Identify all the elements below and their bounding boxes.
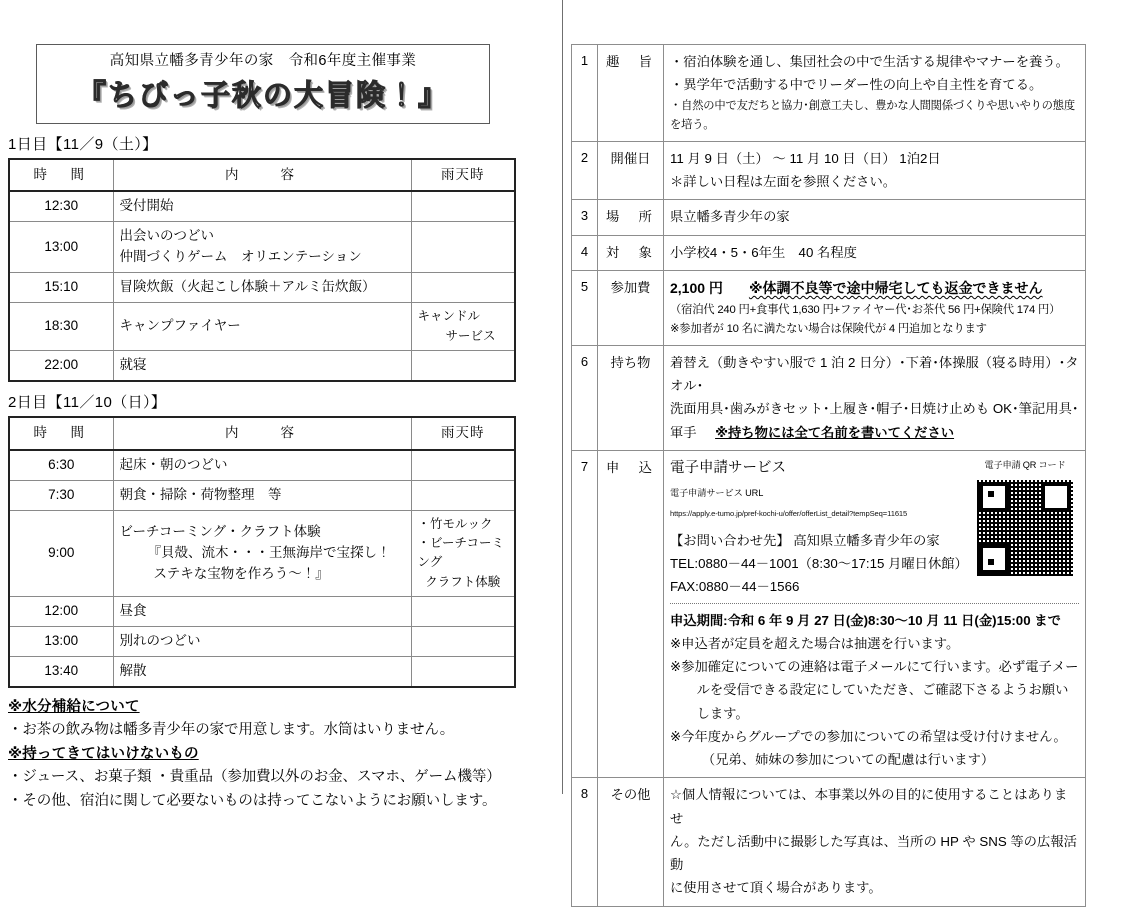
- application-url[interactable]: https://apply.e-tumo.jp/pref-kochi-u/offer/offerList_detail?tempSeq=11615: [670, 509, 908, 519]
- content-line: 朝食・掃除・荷物整理 等: [119, 486, 282, 502]
- application-note: ※今年度からグループでの参加についての希望は受け付けません。: [670, 728, 1067, 744]
- row-label: 持ち物: [598, 345, 664, 450]
- cell-content: [113, 273, 411, 303]
- row-label: 申 込: [598, 450, 664, 777]
- cell-content: [113, 450, 411, 480]
- service-title: 電子申請サービス: [670, 459, 786, 476]
- rain-line: サービス: [445, 328, 496, 343]
- day2-label: 2日目【11／10（日）】: [8, 393, 167, 411]
- cell-time: 13:00: [9, 627, 113, 657]
- qr-finder-core: [988, 559, 994, 565]
- fee-warning: ※体調不良等で途中帰宅しても返金できません: [748, 280, 1043, 296]
- row-value: [664, 271, 1086, 346]
- cell-content: [113, 656, 411, 686]
- row-number: 6: [572, 345, 598, 450]
- row-label: 場 所: [598, 200, 664, 235]
- content-line: 昼食: [119, 603, 147, 619]
- table-row: [9, 350, 515, 380]
- cell-rain: [411, 222, 515, 273]
- cell-content: [113, 597, 411, 627]
- row-label: 開催日: [598, 141, 664, 200]
- row-value: [664, 450, 1086, 777]
- qr-finder-bottom-left: [979, 544, 1009, 574]
- content-line: 仲間づくりゲーム オリエンテーション: [119, 249, 362, 265]
- application-note: ※申込者が定員を超えた場合は抽選を行います。: [670, 635, 960, 651]
- cell-content: [113, 480, 411, 510]
- notes-section: [8, 696, 528, 813]
- cell-content: [113, 222, 411, 273]
- row-label: その他: [598, 778, 664, 906]
- qr-finder-core: [988, 491, 994, 497]
- application-text-block: [670, 456, 971, 599]
- items-line: 洗面用具･歯みがきセット･上履き･帽子･日焼け止めも OK･筆記用具･: [670, 401, 1079, 417]
- day1-label: 1日目【11／9（土）】: [8, 135, 158, 153]
- table-row: [9, 480, 515, 510]
- cell-rain: [411, 191, 515, 221]
- other-line: ん。ただし活動中に撮影した写真は、当所の HP や SNS 等の広報活動: [670, 833, 1077, 873]
- cell-rain: [411, 627, 515, 657]
- row-number: 5: [572, 271, 598, 346]
- purpose-line: ・宿泊体験を通し、集団社会の中で生活する規律やマナーを養う。: [670, 54, 1069, 69]
- table-row: [9, 222, 515, 273]
- hydration-line: ・お茶の飲み物は幡多青少年の家で用意します。水筒はいりません。: [8, 722, 455, 739]
- content-line: ステキな宝物を作ろう～！』: [153, 565, 329, 581]
- items-line: 着替え（動きやすい服で 1 泊 2 日分）･下着･体操服（寝る時用）･タオル･: [670, 354, 1079, 394]
- other-line: ☆個人情報については、本事業以外の目的に使用することはありませ: [670, 787, 1068, 826]
- organization-line: 高知県立幡多青少年の家 令和6年度主催事業: [109, 53, 417, 69]
- application-note: （兄弟、姉妹の参加についての配慮は行います）: [701, 752, 995, 768]
- qr-code-icon: [977, 480, 1073, 576]
- cell-time: 12:30: [9, 191, 113, 221]
- info-row-date: [572, 141, 1086, 200]
- table-row: [9, 450, 515, 480]
- row-value: [664, 345, 1086, 450]
- other-line: に使用させて頂く場合があります。: [670, 880, 882, 896]
- items-last-line: [670, 421, 1079, 444]
- fee-headline: [670, 276, 1079, 301]
- content-line: キャンプファイヤー: [119, 318, 241, 334]
- table-header-row: [9, 159, 515, 192]
- cell-time: 7:30: [9, 480, 113, 510]
- row-value: [664, 778, 1086, 906]
- rain-line: ・竹モルック: [417, 516, 493, 531]
- table-header-row: [9, 417, 515, 450]
- table-row: [9, 597, 515, 627]
- fee-breakdown: （宿泊代 240 円+食事代 1,630 円+ファイヤー代･お茶代 56 円+保険代 174 円）: [670, 303, 1061, 316]
- content-line: 別れのつどい: [119, 633, 201, 649]
- day2-schedule-table: [8, 416, 516, 688]
- header-rain: 雨天時: [411, 417, 515, 450]
- content-line: 就寝: [119, 356, 147, 372]
- qr-finder-core: [1056, 491, 1062, 497]
- header-content: 内 容: [113, 159, 411, 192]
- application-period: 申込期間:令和 6 年 9 月 27 日(金)8:30～10 月 11 日(金)15:00 まで: [670, 603, 1079, 632]
- cell-rain: [411, 510, 515, 597]
- purpose-line: ・自然の中で友だちと協力･創意工夫し、豊かな人間関係づくりや思いやりの態度を培う。: [670, 99, 1075, 131]
- cell-time: 13:00: [9, 222, 113, 273]
- contact-heading: 【お問い合わせ先】 高知県立幡多青少年の家: [670, 532, 940, 548]
- application-note: ※参加確定についての連絡は電子メールにて行います。必ず電子メー: [670, 659, 1079, 675]
- purpose-line: ・異学年で活動する中でリーダー性の向上や自主性を育てる。: [670, 77, 1043, 93]
- hydration-heading: ※水分補給について: [8, 698, 140, 715]
- qr-block: [971, 456, 1079, 599]
- content-line: 『貝殻、流木・・・王無海岸で宝探し！: [147, 544, 391, 560]
- forbidden-line-2: ・その他、宿泊に関して必要ないものは持ってこないようにお願いします。: [8, 792, 497, 809]
- row-number: 7: [572, 450, 598, 777]
- rain-line: ・ビーチコーミング: [417, 535, 505, 570]
- cell-time: 9:00: [9, 510, 113, 597]
- header-rain: 雨天時: [411, 159, 515, 192]
- content-line: ビーチコーミング・クラフト体験: [119, 523, 321, 539]
- cell-rain: [411, 350, 515, 380]
- table-row: [9, 273, 515, 303]
- fee-note: ※参加者が 10 名に満たない場合は保険代が 4 円追加となります: [670, 322, 987, 335]
- rain-line: クラフト体験: [425, 574, 501, 589]
- right-column: [562, 0, 1123, 896]
- row-number: 8: [572, 778, 598, 906]
- info-row-items: [572, 345, 1086, 450]
- table-row: [9, 191, 515, 221]
- left-column: [0, 0, 562, 809]
- cell-content: [113, 303, 411, 351]
- table-row: [9, 303, 515, 351]
- cell-time: 22:00: [9, 350, 113, 380]
- cell-time: 6:30: [9, 450, 113, 480]
- table-row: [9, 627, 515, 657]
- items-gloves: 軍手: [670, 424, 697, 440]
- cell-content: [113, 627, 411, 657]
- header-time: 時 間: [9, 417, 113, 450]
- cell-content: [113, 191, 411, 221]
- cell-rain: [411, 656, 515, 686]
- cell-content: [113, 510, 411, 597]
- cell-rain: [411, 450, 515, 480]
- content-line: 受付開始: [119, 198, 174, 214]
- table-row: [9, 510, 515, 597]
- row-number: 2: [572, 141, 598, 200]
- cell-rain: [411, 597, 515, 627]
- row-label: 対 象: [598, 235, 664, 270]
- day1-schedule-table: [8, 158, 516, 382]
- header-content: 内 容: [113, 417, 411, 450]
- info-row-venue: [572, 200, 1086, 235]
- cell-rain: [411, 303, 515, 351]
- info-row-application: [572, 450, 1086, 777]
- row-label: 趣 旨: [598, 45, 664, 142]
- date-note: ＊詳しい日程は左面を参照ください。: [670, 174, 897, 190]
- title-box: [36, 44, 490, 124]
- row-number: 1: [572, 45, 598, 142]
- contact-fax: FAX:0880－44－1566: [670, 579, 800, 595]
- cell-content: [113, 350, 411, 380]
- items-name-warning: ※持ち物には全て名前を書いてください: [715, 424, 955, 440]
- cell-rain: [411, 273, 515, 303]
- row-value: [664, 141, 1086, 200]
- rain-line: キャンドル: [417, 309, 481, 324]
- row-value: [664, 45, 1086, 142]
- content-line: 解散: [119, 662, 147, 678]
- cell-time: 13:40: [9, 656, 113, 686]
- info-row-other: [572, 778, 1086, 906]
- contact-tel: TEL:0880－44－1001（8:30～17:15 月曜日休館）: [670, 555, 968, 571]
- date-line: 11 月 9 日（土） ～ 11 月 10 日（日） 1泊2日: [670, 150, 941, 166]
- application-note: ルを受信できる設定にしていただき、ご確認下さるようお願いします。: [696, 682, 1069, 721]
- row-value: 県立幡多青少年の家: [664, 200, 1086, 235]
- qr-caption: 電子申請 QR コード: [984, 459, 1066, 470]
- application-body: [670, 456, 1079, 599]
- event-details-table: [571, 44, 1086, 907]
- content-line: 起床・朝のつどい: [119, 456, 228, 472]
- row-number: 3: [572, 200, 598, 235]
- fee-amount: 2,100 円: [670, 280, 723, 296]
- row-label: 参加費: [598, 271, 664, 346]
- info-row-target: [572, 235, 1086, 270]
- info-row-fee: [572, 271, 1086, 346]
- forbidden-line-1: ・ジュース、お菓子類 ・貴重品（参加費以外のお金、スマホ、ゲーム機等）: [8, 769, 501, 786]
- content-line: 出会いのつどい: [119, 228, 214, 244]
- content-line: 冒険炊飯（火起こし体験＋アルミ缶炊飯）: [119, 279, 376, 295]
- event-title: 『ちびっ子秋の大冒険！』: [76, 79, 449, 112]
- row-number: 4: [572, 235, 598, 270]
- cell-time: 15:10: [9, 273, 113, 303]
- info-row-purpose: [572, 45, 1086, 142]
- cell-rain: [411, 480, 515, 510]
- header-time: 時 間: [9, 159, 113, 192]
- url-label: 電子申請サービス URL: [670, 488, 764, 499]
- cell-time: 18:30: [9, 303, 113, 351]
- row-value: 小学校4・5・6年生 40 名程度: [664, 235, 1086, 270]
- forbidden-heading: ※持ってきてはいけないもの: [8, 745, 199, 762]
- cell-time: 12:00: [9, 597, 113, 627]
- table-row: [9, 656, 515, 686]
